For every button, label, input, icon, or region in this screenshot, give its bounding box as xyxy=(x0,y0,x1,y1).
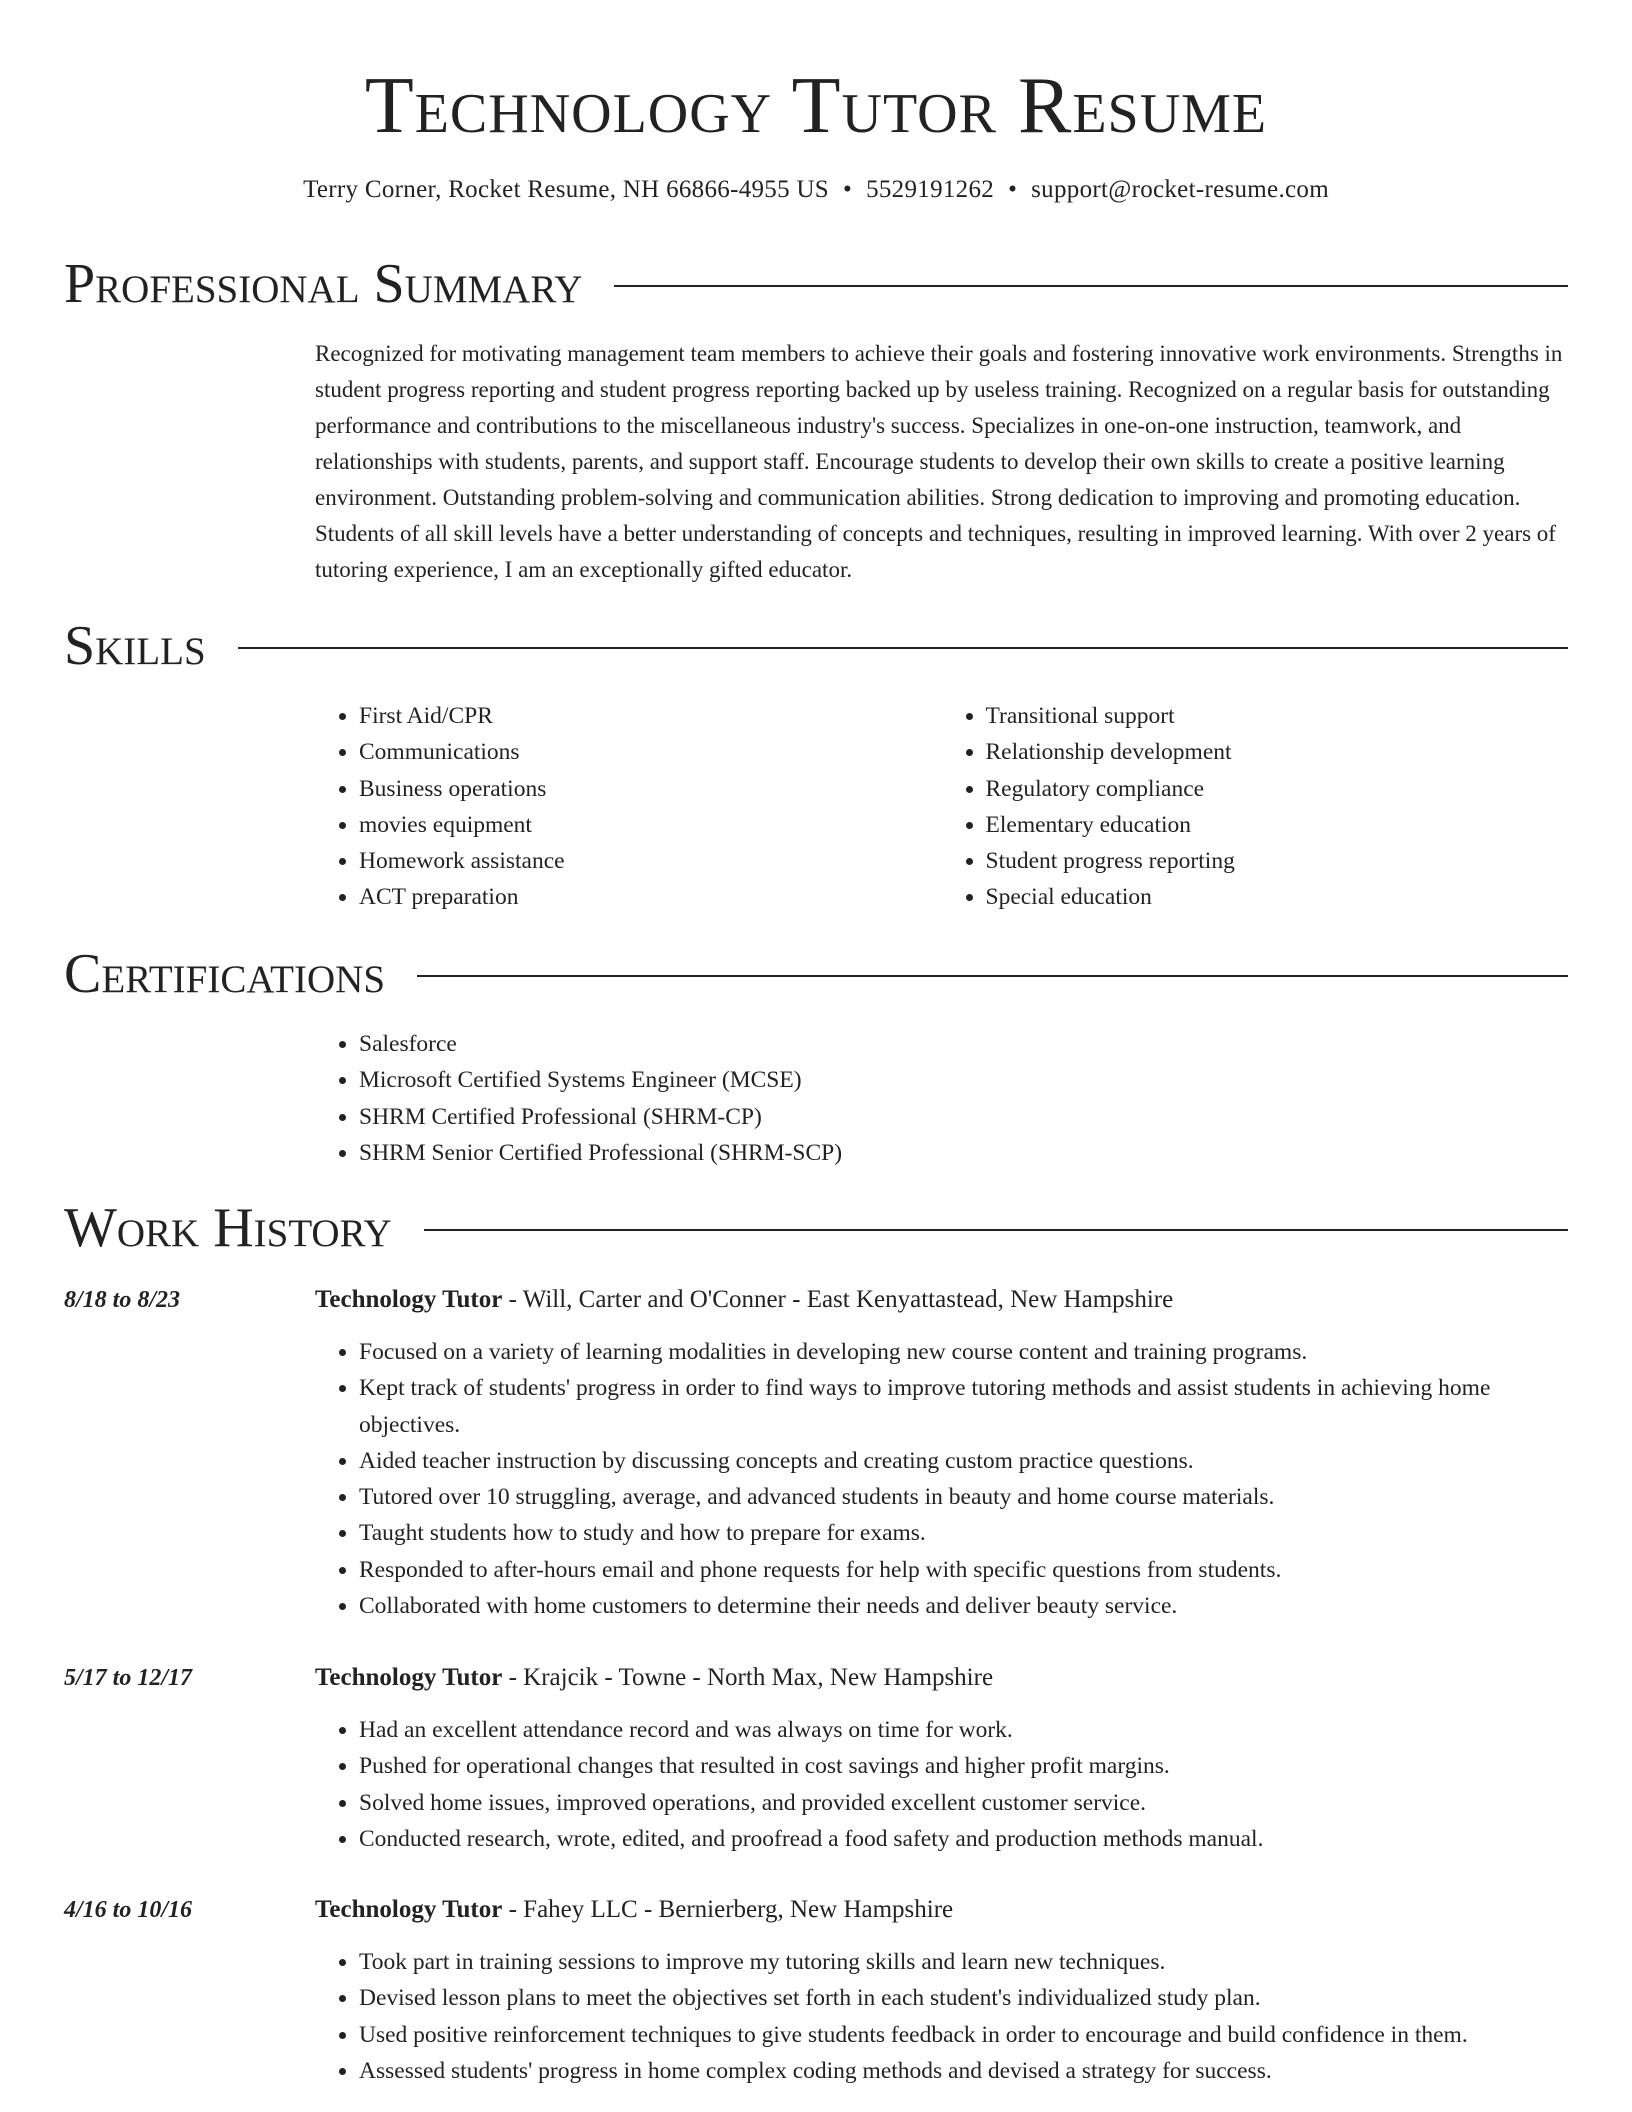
skill-item: • Student progress reporting xyxy=(986,843,1569,879)
work-history-section-header xyxy=(64,1196,1568,1260)
skills-heading: Skills xyxy=(64,615,206,677)
contact-line xyxy=(64,174,1568,206)
skill-item: • Elementary education xyxy=(986,807,1569,843)
job-dates: 8/18 to 8/23 xyxy=(64,1287,181,1313)
job-dates: 5/17 to 12/17 xyxy=(64,1665,193,1691)
skill-item: • Homework assistance xyxy=(359,843,942,879)
certifications-section-header xyxy=(64,942,1568,1006)
job-employer-location: - Will, Carter and O'Conner - East Kenyattastead, New Hampshire xyxy=(502,1286,1174,1313)
summary-text: Recognized for motivating management team members to achieve their goals and fostering innovative work environments. Strengths in student progress reporting and student progress reporting backed up by useless training. Recognized on a regular basis for outstanding performance and contributions to the miscellaneous industry's success. Specializes in one-on-one instruction, teamwork, and relationships with students, parents, and support staff. Encourage students to develop their own skills to create a positive learning environment. Outstanding problem-solving and communication abilities. Strong dedication to improving and promoting education. Students of all skill levels have a better understanding of concepts and techniques, resulting in improved learning. With over 2 years of tutoring experience, I am an exceptionally gifted educator. xyxy=(315,341,1563,582)
skill-item: • Special education xyxy=(986,879,1569,915)
job-heading xyxy=(315,1660,1568,1696)
job-bullet: • Conducted research, wrote, edited, and proofread a food safety and production methods manual. xyxy=(359,1821,1568,1857)
certifications-list-wrap xyxy=(315,1026,1568,1171)
section-divider xyxy=(417,975,1568,977)
job-bullet: • Had an excellent attendance record and was always on time for work. xyxy=(359,1712,1568,1748)
skill-item: • Regulatory compliance xyxy=(986,771,1569,807)
certification-item: • SHRM Certified Professional (SHRM-CP) xyxy=(359,1099,1568,1135)
job-bullet: • Taught students how to study and how to prepare for exams. xyxy=(359,1515,1568,1551)
job-bullets xyxy=(315,1944,1568,2089)
summary-heading: Professional Summary xyxy=(64,253,583,315)
job-bullet: • Responded to after-hours email and phone requests for help with specific questions from students. xyxy=(359,1552,1568,1588)
job-bullet: • Pushed for operational changes that resulted in cost savings and higher profit margins. xyxy=(359,1748,1568,1784)
job-bullet: • Devised lesson plans to meet the objectives set forth in each student's individualized study plan. xyxy=(359,1980,1568,2016)
skill-item: • Relationship development xyxy=(986,734,1569,770)
section-divider xyxy=(614,285,1568,287)
contact-separator: • xyxy=(1008,176,1018,203)
job-employer-location: - Fahey LLC - Bernierberg, New Hampshire xyxy=(502,1896,954,1923)
certifications-heading: Certifications xyxy=(64,943,386,1005)
job-bullets xyxy=(315,1712,1568,1857)
job-dates: 4/16 to 10/16 xyxy=(64,1897,193,1923)
certification-item: • Microsoft Certified Systems Engineer (MCSE) xyxy=(359,1062,1568,1098)
work-history-heading: Work History xyxy=(64,1197,392,1259)
job-title: Technology Tutor xyxy=(315,1896,503,1923)
job-heading xyxy=(315,1282,1568,1318)
certifications-list xyxy=(315,1026,1568,1171)
job-bullet: • Tutored over 10 struggling, average, and advanced students in beauty and home course materials. xyxy=(359,1479,1568,1515)
job-bullet: • Took part in training sessions to improve my tutoring skills and learn new techniques. xyxy=(359,1944,1568,1980)
summary-section-header xyxy=(64,252,1568,316)
job-bullet: • Collaborated with home customers to determine their needs and deliver beauty service. xyxy=(359,1588,1568,1624)
skill-item: • Business operations xyxy=(359,771,942,807)
job-employer-location: - Krajcik - Towne - North Max, New Hampshire xyxy=(502,1664,994,1691)
skill-item: • Communications xyxy=(359,734,942,770)
skill-item: • movies equipment xyxy=(359,807,942,843)
job-bullet: • Solved home issues, improved operations, and provided excellent customer service. xyxy=(359,1785,1568,1821)
skills-list-right xyxy=(942,698,1569,916)
skill-item: • Transitional support xyxy=(986,698,1569,734)
job-bullet: • Used positive reinforcement techniques to give students feedback in order to encourage and build confidence in them. xyxy=(359,2017,1568,2053)
job-bullets xyxy=(315,1334,1568,1624)
job-bullet: • Focused on a variety of learning modalities in developing new course content and training programs. xyxy=(359,1334,1568,1370)
job-bullet: • Aided teacher instruction by discussing concepts and creating custom practice questions. xyxy=(359,1443,1568,1479)
certification-item: • Salesforce xyxy=(359,1026,1568,1062)
resume-title: Technology Tutor Resume xyxy=(364,62,1268,150)
job-heading xyxy=(315,1892,1568,1928)
skills-section-header xyxy=(64,614,1568,678)
contact-address: Terry Corner, Rocket Resume, NH 66866-4955 US xyxy=(303,176,830,203)
job-bullet: • Assessed students' progress in home complex coding methods and devised a strategy for success. xyxy=(359,2053,1568,2089)
contact-phone: 5529191262 xyxy=(866,176,995,203)
skills-list-left xyxy=(315,698,942,916)
section-divider xyxy=(424,1229,1568,1231)
job-bullet: • Kept track of students' progress in order to find ways to improve tutoring methods and assist students in achieving home objectives. xyxy=(359,1370,1568,1443)
skill-item: • First Aid/CPR xyxy=(359,698,942,734)
skills-columns xyxy=(315,698,1568,916)
certification-item: • SHRM Senior Certified Professional (SHRM-SCP) xyxy=(359,1135,1568,1171)
contact-email: support@rocket-resume.com xyxy=(1031,176,1329,203)
job-title: Technology Tutor xyxy=(315,1286,503,1313)
contact-separator: • xyxy=(843,176,853,203)
job-title: Technology Tutor xyxy=(315,1664,503,1691)
section-divider xyxy=(238,647,1568,649)
skill-item: • ACT preparation xyxy=(359,879,942,915)
